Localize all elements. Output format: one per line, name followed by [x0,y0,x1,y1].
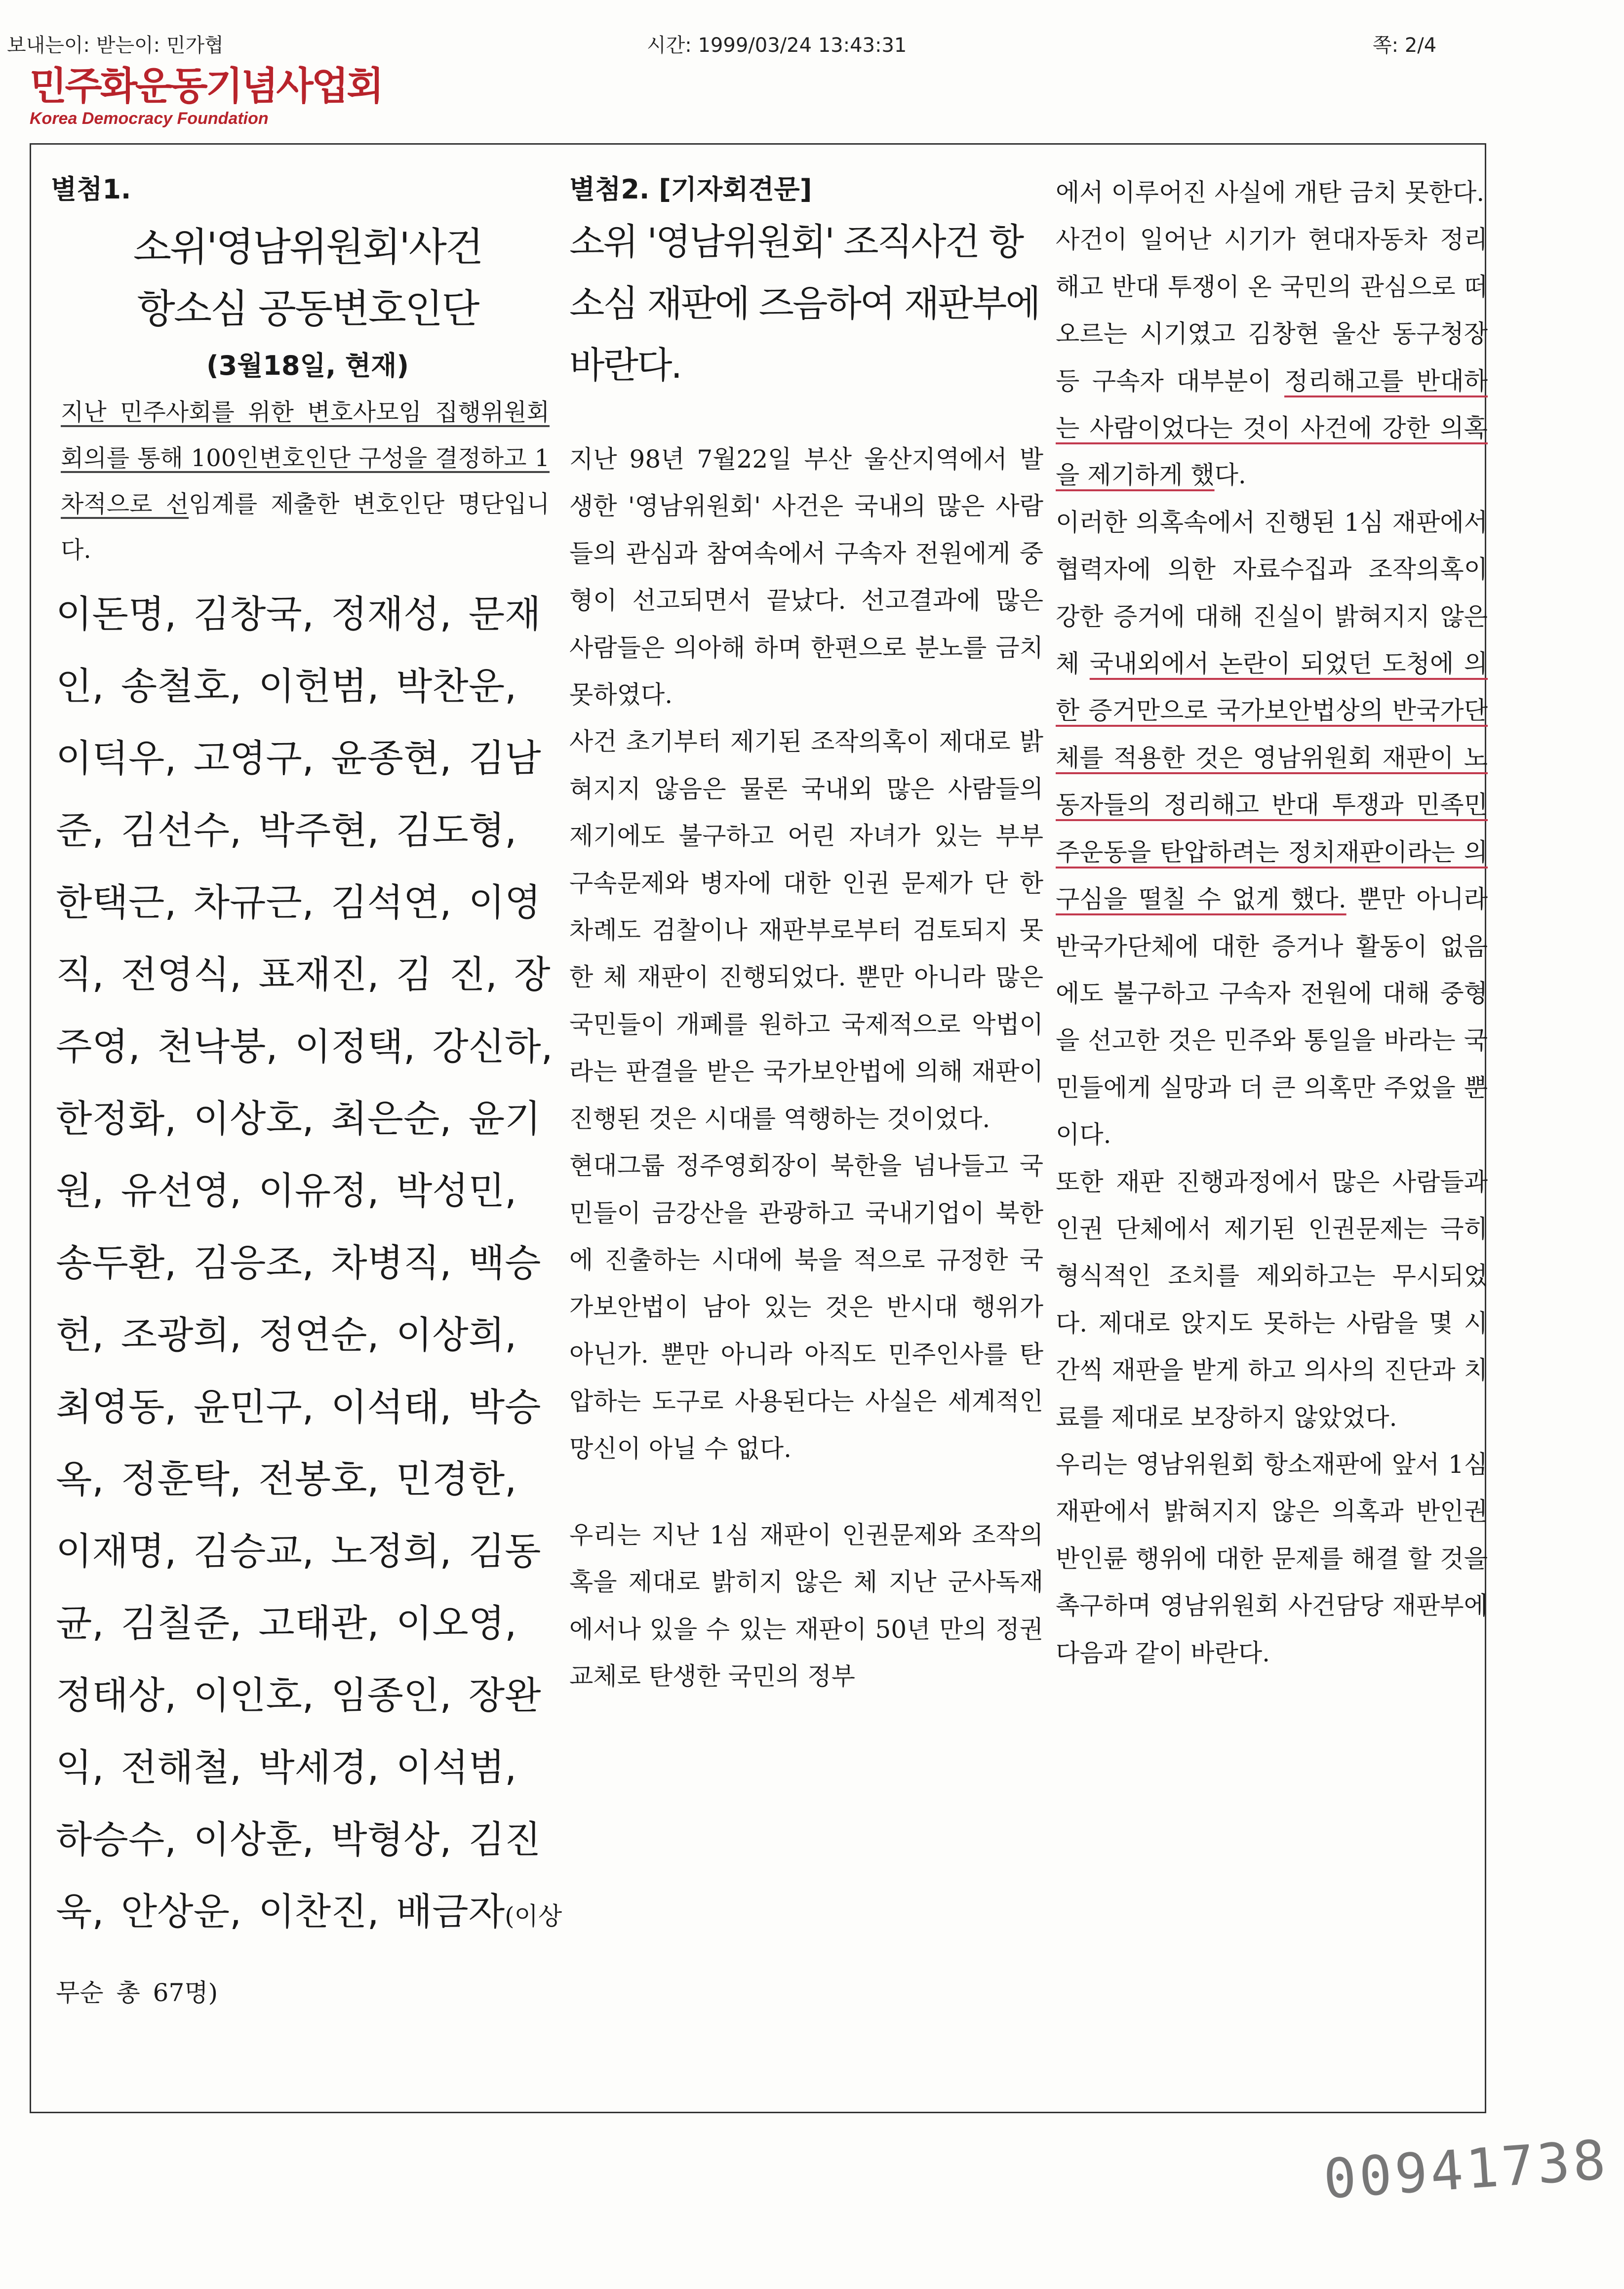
fax-page-header: 쪽: 2/4 [1373,34,1437,57]
fax-time-header: 시간: 1999/03/24 13:43:31 [647,34,907,57]
lawyer-names-list [56,578,564,2029]
attachment1-label: 별첨1. [51,174,131,205]
continuation-paragraph-5: 우리는 영남위원회 항소재판에 앞서 1심 재판에서 밝혀지지 않은 의혹과 반인권 반인륜 행위에 대한 문제를 해결 할 것을 촉구하며 영남위원회 사건담당 재판부에 다음과 같이 바란다. [1056,1450,1488,1667]
highlighted-text: 정리해고를 반대하는 사람이었다는 것이 사건에 강한 의혹을 제기하게 했 [1056,366,1488,490]
continuation-paragraph-4: 또한 재판 진행과정에서 많은 사람들과 인권 단체에서 제기된 인권문제는 극히 형식적인 조치를 제외하고는 무시되었다. 제대로 앉지도 못하는 사람을 몇 시간씩 재판을 받게 하고 의사의 진단과 치료를 제대로 보장하지 않았었다. [1056,1167,1488,1432]
continuation-p2-text: 사건이 일어난 시기가 현대자동차 정리해고 반대 투쟁이 온 국민의 관심으로 떠오르는 시기였고 김창현 울산 동구청장 등 구속자 대부분이 [1056,225,1488,395]
statement-continuation-body [1056,169,1488,1677]
fax-sender-header: 보내는이: 받는이: 민가협 [7,34,224,57]
intro-underlined-text: 지난 민주사회를 위한 변호사모임 집행위원회 회의를 통해 100인변호인단 구성을 결정하고 1차적으로 선 [61,398,550,518]
attachment2-column [555,145,1043,2112]
attachment1-intro [61,390,550,573]
statement-paragraph-2: 사건 초기부터 제기된 조작의혹이 제대로 밝혀지지 않음은 물론 국내외 많은 사람들의 제기에도 불구하고 어린 자녀가 있는 부부 구속문제와 병자에 대한 인권 문제가 단 한차례도 검찰이나 재판부로부터 검토되지 못한 체 재판이 진행되었다. 뿐만 아니라 많은 국민들이 개폐를 원하고 국제적으로 악법이라는 판결을 받은 국가보안법에 의해 재판이 진행된 것은 시대를 역행하는 것이었다. [569,727,1043,1133]
logo-korean-text: 민주화운동기념사업회 [30,64,382,109]
continuation-paragraph-1: 에서 이루어진 사실에 개탄 금치 못한다. [1056,178,1485,207]
intro-rest-text: 임계를 제출한 변호인단 명단입니다. [61,490,550,564]
attachment1-title [51,216,564,340]
attachment1-column [51,145,564,2112]
continuation-p2-end: 다. [1214,461,1246,490]
lawyer-names-note: (이상 무순 총 67명) [56,1902,562,2007]
highlighted-text: 국내외에서 논란이 되었던 도청에 의한 증거만으로 국가보안법상의 반국가단체를 적용한 것은 영남위원회 재판이 노동자들의 정리해고 반대 투쟁과 민족민주운동을 탄압하려는 정치재판이라는 의구심을 떨칠 수 없게 했다. [1056,649,1488,914]
attachment2-title: 소위 '영남위원회' 조직사건 항소심 재판에 즈음하여 재판부에 바란다. [569,221,1039,387]
statement-paragraph-1: 지난 98년 7월22일 부산 울산지역에서 발생한 '영남위원회' 사건은 국내의 많은 사람들의 관심과 참여속에서 구속자 전원에게 중형이 선고되면서 끝났다. 선고결과에 많은 사람들은 의아해 하며 한편으로 분노를 금치 못하였다. [569,445,1043,710]
attachment1-title-line1: 소위'영남위원회'사건 [133,224,482,270]
continuation-p3-end: 뿐만 아니라 반국가단체에 대한 증거나 활동이 없음에도 불구하고 구속자 전원에 대해 중형을 선고한 것은 민주와 통일을 바라는 국민들에게 실망과 더 큰 의혹만 주었을 뿐이다. [1056,885,1488,1149]
continuation-p3-text: 이러한 의혹속에서 진행된 1심 재판에서 협력자에 의한 자료수집과 조작의혹이 강한 증거에 대해 진실이 밝혀지지 않은 체 [1056,508,1488,678]
continuation-paragraph-3 [1056,499,1488,1159]
attachment1-date: (3월18일, 현재) [206,350,409,381]
press-statement-body [569,436,1043,1700]
attachment2-label: 별첨2. [기자회견문] [569,174,812,205]
logo-english-text: Korea Democracy Foundation [30,109,269,128]
archive-stamp-number: 00941738 [1321,2128,1611,2211]
statement-paragraph-4: 우리는 지난 1심 재판이 인권문제와 조작의혹을 제대로 밝히지 않은 체 지난 군사독재에서나 있을 수 있는 재판이 50년 만의 정권교체로 탄생한 국민의 정부 [569,1520,1043,1691]
continuation-paragraph-2 [1056,216,1488,499]
statement-paragraph-3: 현대그룹 정주영회장이 북한을 넘나들고 국민들이 금강산을 관광하고 국내기업이 북한에 진출하는 시대에 북을 적으로 규정한 국가보안법이 남아 있는 것은 반시대 행위가 아닌가. 뿐만 아니라 아직도 민주인사를 탄압하는 도구로 사용된다는 사실은 세계적인 망신이 아닐 수 없다. [569,1151,1043,1463]
foundation-logo [30,64,382,128]
document-frame [30,143,1486,2113]
statement-continuation-column [1043,145,1488,2112]
lawyer-names: 이돈명, 김창국, 정재성, 문재인, 송철호, 이헌범, 박찬운, 이덕우, 고영구, 윤종현, 김남준, 김선수, 박주현, 김도형, 한택근, 차규근, 김석연, 이영직, 전영식, 표재진, 김 진, 장주영, 천낙붕, 이정택, 강신하, 한정화, 이상호, 최은순, 윤기원, 유선영, 이유정, 박성민, 송두환, 김응조, 차병직, 백승헌, 조광희, 정연순, 이상희, 최영동, 윤민구, 이석태, 박승옥, 정훈탁, 전봉호, 민경한, 이재명, 김승교, 노정희, 김동균, 김칠준, 고태관, 이오영, 정태상, 이인호, 임종인, 장완익, 전해철, 박세경, 이석범, 하승수, 이상훈, 박형상, 김진욱, 안상운, 이찬진, 배금자 [56,592,553,1934]
attachment1-title-line2: 항소심 공동변호인단 [137,286,478,332]
